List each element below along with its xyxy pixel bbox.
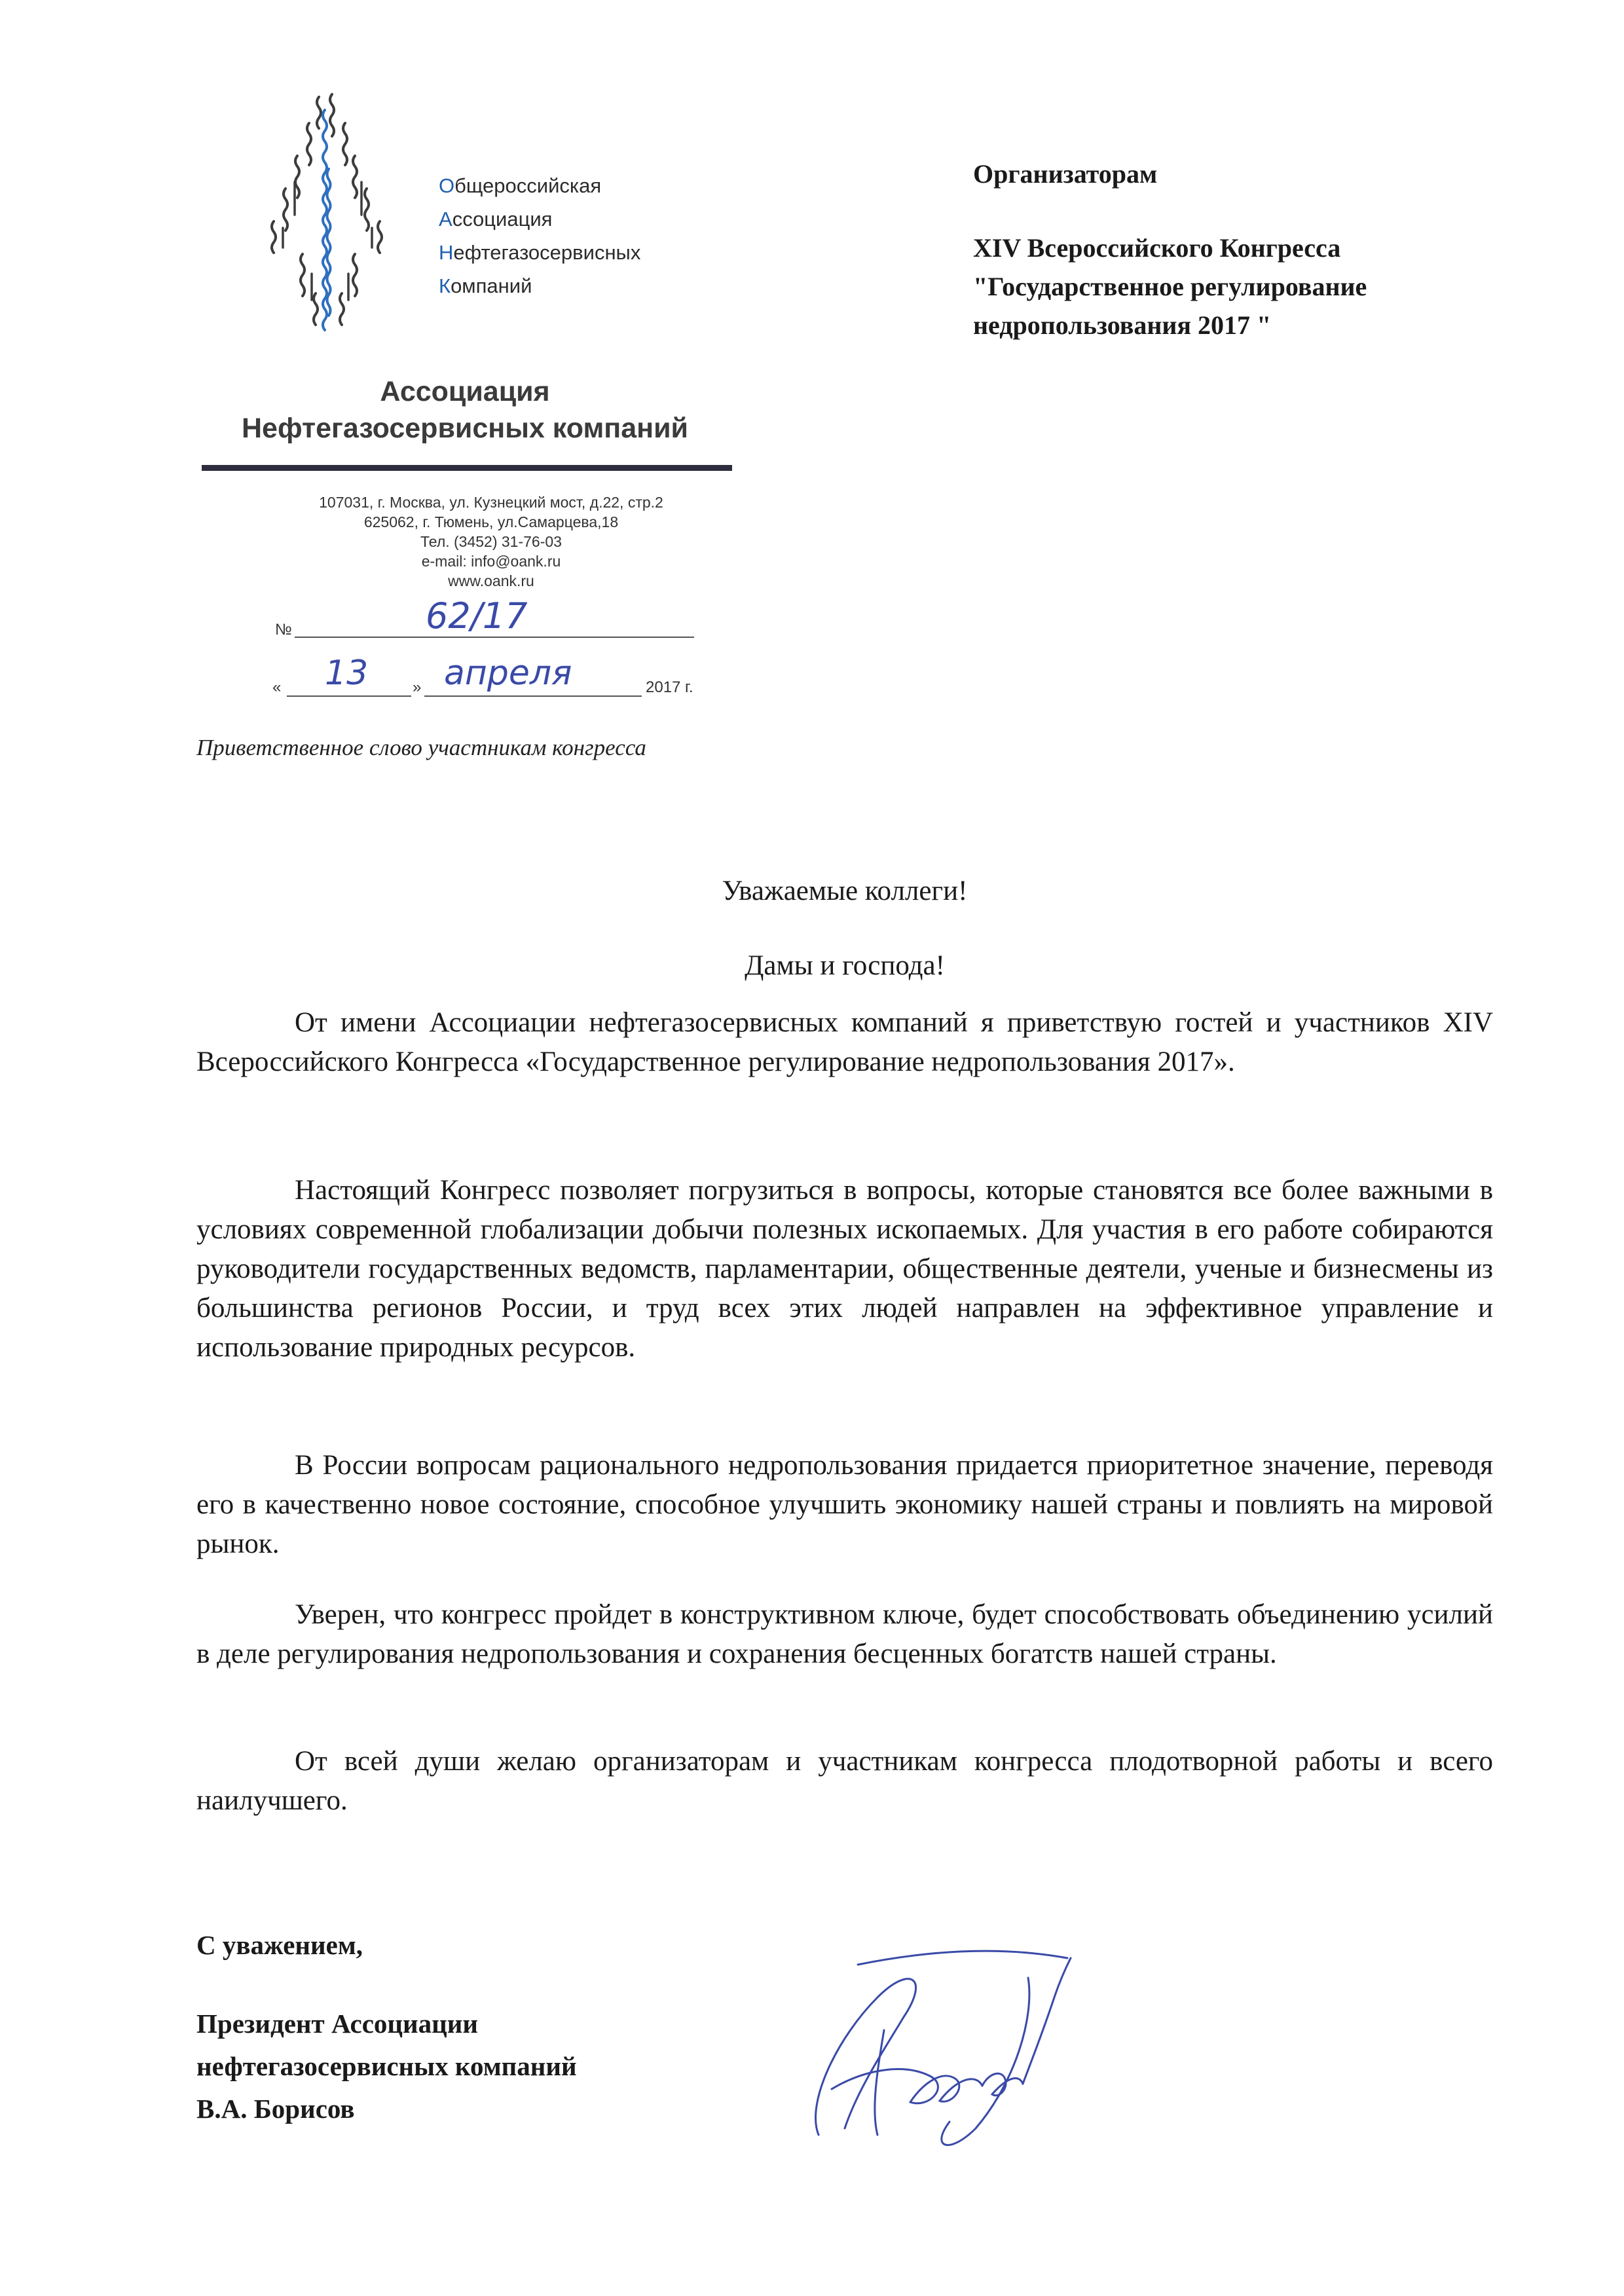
date-open-quote: « bbox=[272, 678, 282, 696]
oank-logo-icon bbox=[257, 90, 406, 359]
contact-block bbox=[249, 492, 733, 591]
number-value: 62/17 bbox=[426, 595, 528, 637]
date-month: апреля bbox=[444, 654, 572, 693]
signatory-name: В.А. Борисов bbox=[196, 2094, 355, 2124]
greeting-colleagues: Уважаемые коллеги! bbox=[722, 876, 968, 906]
logo-word-1: Общероссийская bbox=[439, 174, 602, 197]
addressee-block bbox=[973, 155, 1562, 344]
letterhead-divider bbox=[202, 465, 732, 471]
registration-number bbox=[275, 595, 694, 642]
number-underline bbox=[295, 637, 694, 638]
address-tyumen: 625062, г. Тюмень, ул.Самарцева,18 bbox=[363, 513, 619, 530]
number-label: № bbox=[275, 621, 292, 639]
logo-word-4: Компаний bbox=[439, 274, 532, 297]
addressee-line2: XIV Всероссийского Конгресса bbox=[973, 233, 1341, 263]
letter-subject: Приветственное слово участникам конгресса bbox=[196, 735, 646, 760]
date-close-quote: » bbox=[413, 678, 422, 696]
signatory-title-2: нефтегазосервисных компаний bbox=[196, 2051, 577, 2081]
closing-phrase: С уважением, bbox=[196, 1930, 363, 1960]
paragraph-5: От всей души желаю организаторам и участникам конгресса плодотворной работы и всего наилучшего. bbox=[196, 1746, 1493, 1816]
email-address: e-mail: info@oank.ru bbox=[421, 553, 561, 570]
phone-number: Тел. (3452) 31-76-03 bbox=[420, 533, 562, 550]
addressee-line3: "Государственное регулирование bbox=[973, 272, 1367, 301]
signatory-block bbox=[196, 2003, 577, 2130]
signatory-title-1: Президент Ассоциации bbox=[196, 2009, 479, 2039]
logo-word-2: Ассоциация bbox=[439, 208, 553, 231]
greeting-ladies-gentlemen: Дамы и господа! bbox=[745, 950, 945, 981]
org-name-line1: Ассоциация bbox=[380, 376, 550, 407]
addressee-line4: недропользования 2017 " bbox=[973, 310, 1272, 340]
paragraph-1: От имени Ассоциации нефтегазосервисных компаний я приветствую гостей и участников XIV Всероссийского Конгресса «Государственное регулирование недропользования 2017». bbox=[196, 1007, 1493, 1077]
handwritten-signature-icon bbox=[779, 1938, 1074, 2161]
paragraph-4: Уверен, что конгресс пройдет в конструктивном ключе, будет способствовать объединению усилий в деле регулирования недропользования и сохранения бесценных богатств нашей страны. bbox=[196, 1599, 1493, 1669]
logo-word-3: Нефтегазосервисных bbox=[439, 241, 641, 264]
registration-date bbox=[272, 654, 718, 701]
website: www.oank.ru bbox=[448, 572, 534, 589]
paragraph-3: В России вопросам рационального недропользования придается приоритетное значение, переводя его в качественно новое состояние, способное улучшить экономику нашей страны и повлиять на мировой рынок. bbox=[196, 1450, 1493, 1559]
paragraph-2: Настоящий Конгресс позволяет погрузиться в вопросы, которые становятся все более важными в условиях современной глобализации добычи полезных ископаемых. Для участия в его работе собираются руководители государственных ведомств, парламентарии, общественные деятели, ученые и бизнесмены из большинства регионов России, и труд всех этих людей направлен на эффективное управление и использование природных ресурсов. bbox=[196, 1175, 1493, 1363]
organization-name bbox=[196, 373, 733, 447]
logo-wordmark bbox=[439, 169, 640, 303]
addressee-line1: Организаторам bbox=[973, 159, 1158, 189]
date-year: 2017 г. bbox=[646, 678, 693, 696]
date-day: 13 bbox=[325, 654, 369, 693]
org-name-line2: Нефтегазосервисных компаний bbox=[242, 413, 688, 444]
address-moscow: 107031, г. Москва, ул. Кузнецкий мост, д.22, стр.2 bbox=[319, 494, 663, 511]
